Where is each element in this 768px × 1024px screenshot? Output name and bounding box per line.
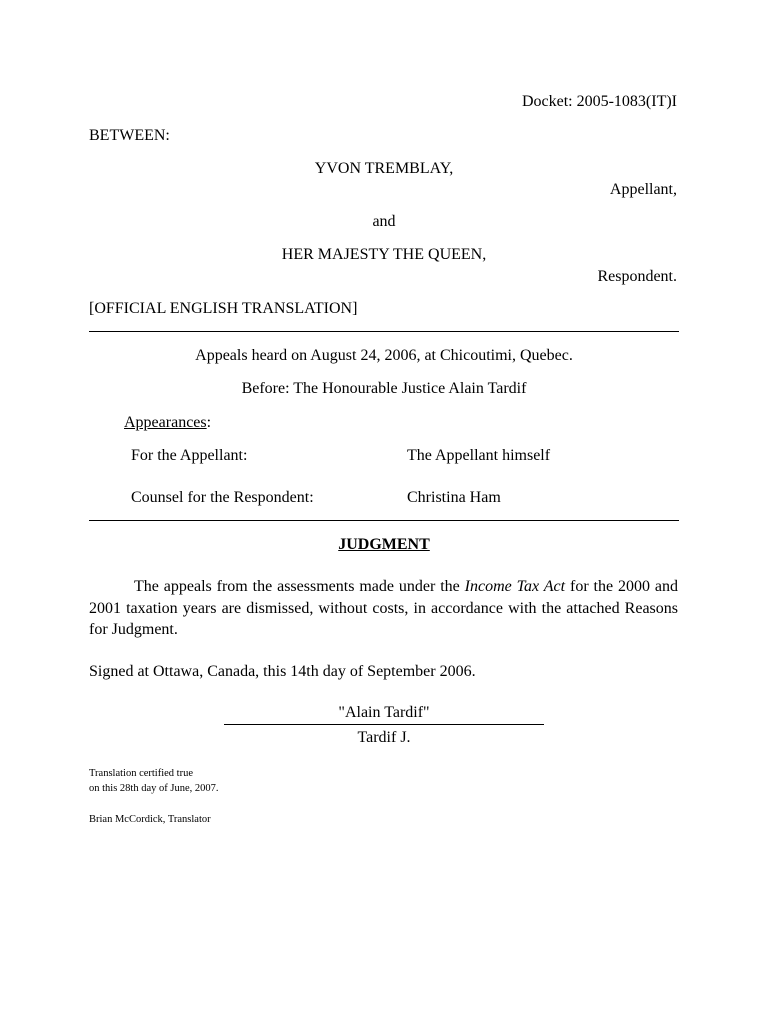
and-label: and	[372, 213, 396, 230]
judgment-text-before: The appeals from the assessments made under the	[134, 578, 465, 595]
before-line: Before: The Honourable Justice Alain Tardif	[241, 380, 527, 397]
divider-bottom	[89, 520, 679, 521]
judge-name: Tardif J.	[357, 729, 411, 746]
judgment-heading	[0, 537, 768, 553]
judgment-text-after: for the 2000 and 2001 taxation years are dismissed, without costs, in accordance with the attached Reasons for Judgment.	[89, 578, 678, 638]
certification-line-1: Translation certified true	[89, 768, 194, 779]
divider-top	[89, 331, 679, 332]
translation-note: [OFFICIAL ENGLISH TRANSLATION]	[89, 300, 358, 317]
appearances-colon: :	[206, 414, 212, 431]
appearances-label: Appearances	[124, 414, 207, 431]
docket-number: Docket: 2005-1083(IT)I	[521, 93, 677, 110]
signature: "Alain Tardif"	[338, 704, 430, 721]
appearances-heading	[124, 415, 211, 431]
judgment-paragraph	[89, 576, 678, 641]
translator: Brian McCordick, Translator	[89, 814, 211, 825]
judgment-heading-text: JUDGMENT	[338, 536, 430, 553]
appellant-counsel: The Appellant himself	[407, 447, 551, 464]
income-tax-act: Income Tax Act	[464, 578, 566, 595]
hearing-line: Appeals heard on August 24, 2006, at Chicoutimi, Quebec.	[195, 347, 573, 364]
appellant-name: YVON TREMBLAY,	[314, 160, 454, 177]
signed-line: Signed at Ottawa, Canada, this 14th day of September 2006.	[89, 663, 476, 680]
signature-line	[224, 724, 544, 725]
appellant-role: Appellant,	[609, 181, 677, 198]
respondent-role: Respondent.	[597, 268, 677, 285]
appellant-party: For the Appellant:	[131, 447, 248, 464]
respondent-party: Counsel for the Respondent:	[131, 489, 314, 506]
between-label: BETWEEN:	[89, 127, 170, 144]
respondent-counsel: Christina Ham	[407, 489, 501, 506]
certification-line-2: on this 28th day of June, 2007.	[89, 783, 219, 794]
respondent-name: HER MAJESTY THE QUEEN,	[281, 246, 487, 263]
